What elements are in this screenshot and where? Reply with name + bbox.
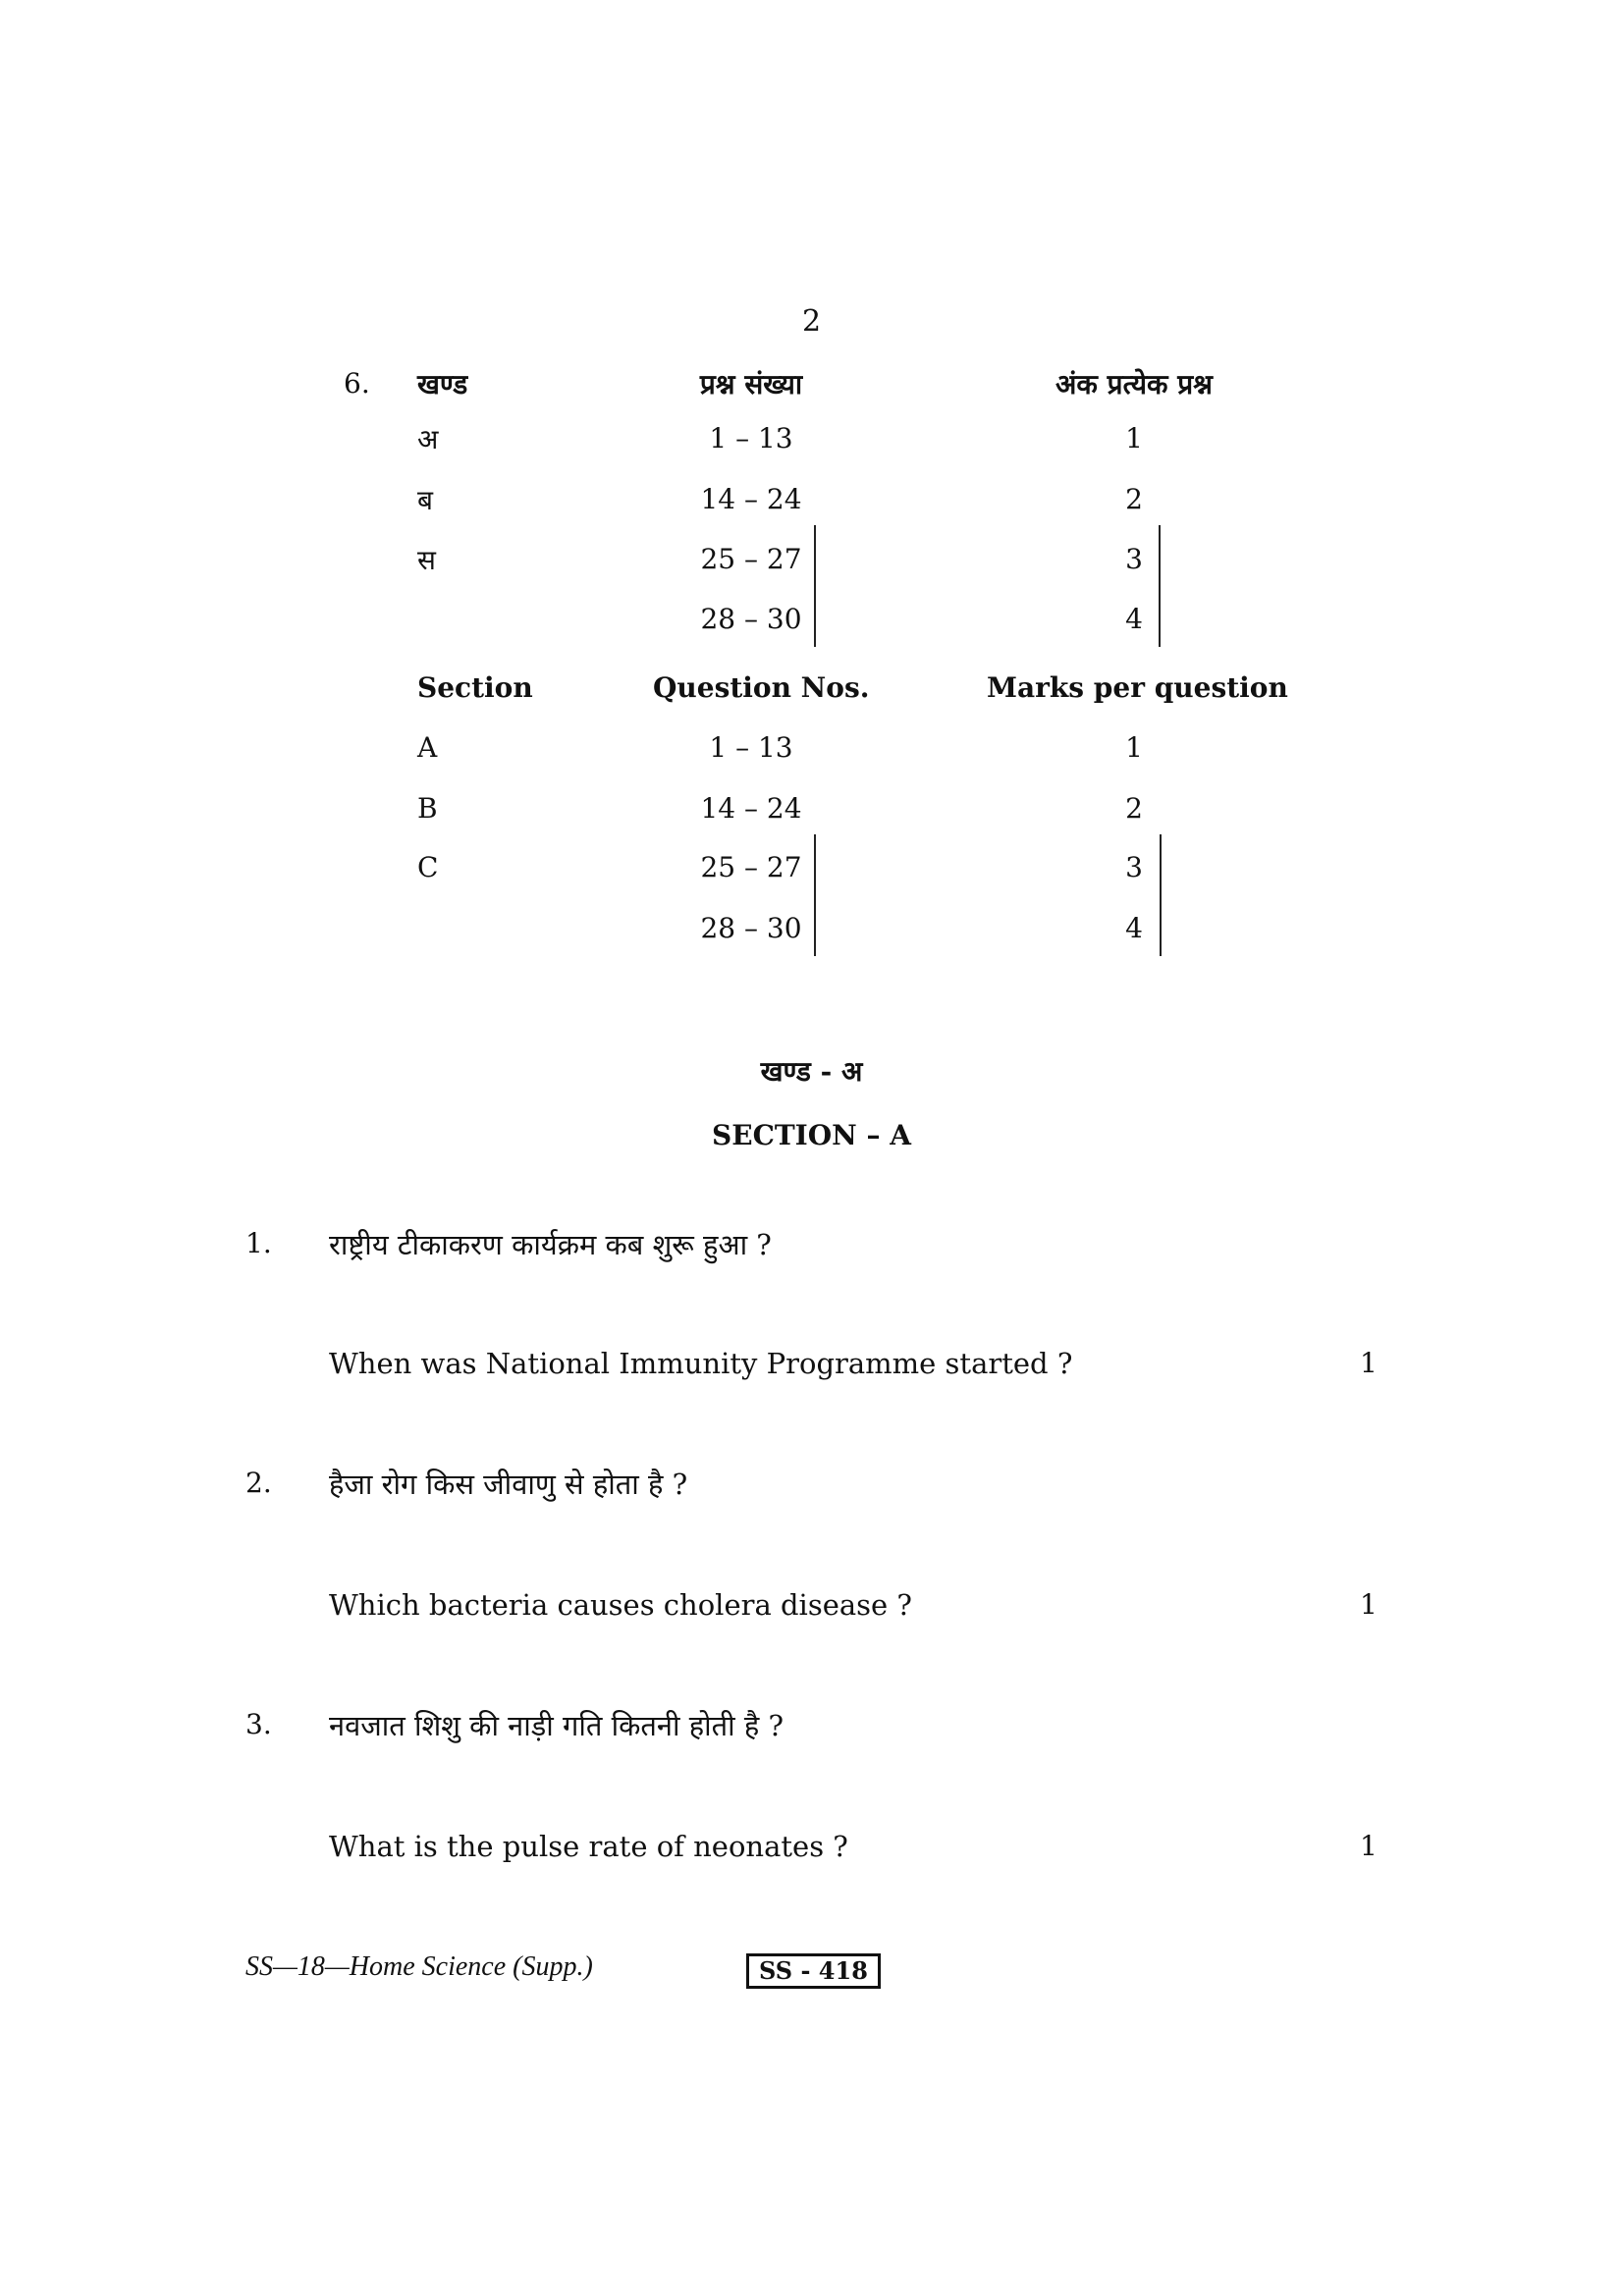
english-row-section: A <box>417 731 438 764</box>
hindi-row-marks: 2 <box>1125 483 1143 515</box>
hindi-header-questions: प्रश्न संख्या <box>699 368 803 400</box>
english-header-section: Section <box>417 671 533 704</box>
question-text-english: Which bacteria causes cholera disease ? <box>329 1588 912 1622</box>
question-text-english: When was National Immunity Programme started ? <box>329 1347 1073 1380</box>
hindi-row-section: स <box>417 544 436 576</box>
english-row-questions: 28 – 30 <box>700 912 802 944</box>
bracket-line <box>1159 525 1161 647</box>
section-heading-english: SECTION – A <box>712 1119 911 1151</box>
english-row-marks: 1 <box>1125 731 1143 764</box>
english-row-section: C <box>417 851 439 883</box>
english-row-questions: 14 – 24 <box>700 792 802 825</box>
question-text-hindi: हैजा रोग किस जीवाणु से होता है ? <box>329 1468 688 1501</box>
english-header-questions: Question Nos. <box>653 671 870 704</box>
hindi-row-section: ब <box>417 484 433 516</box>
hindi-row-marks: 4 <box>1125 603 1143 635</box>
english-row-marks: 3 <box>1125 851 1143 883</box>
question-number: 2. <box>245 1467 272 1499</box>
hindi-row-questions: 28 – 30 <box>700 603 802 635</box>
page-number: 2 <box>801 304 822 339</box>
bracket-line <box>814 834 816 956</box>
footer-paper-code: SS - 418 <box>746 1953 881 1989</box>
english-row-questions: 25 – 27 <box>700 851 802 883</box>
hindi-row-marks: 1 <box>1125 422 1143 454</box>
english-row-questions: 1 – 13 <box>709 731 793 764</box>
question-marks: 1 <box>1360 1347 1378 1379</box>
instruction-number: 6. <box>344 367 370 400</box>
english-row-marks: 4 <box>1125 912 1143 944</box>
footer-paper-title: SS—18—Home Science (Supp.) <box>245 1951 593 1982</box>
question-text-hindi: राष्ट्रीय टीकाकरण कार्यक्रम कब शुरू हुआ ? <box>329 1228 772 1261</box>
bracket-line <box>1160 834 1162 956</box>
hindi-header-section: खण्ड <box>417 368 468 400</box>
question-number: 3. <box>245 1708 272 1740</box>
section-heading-hindi: खण्ड - अ <box>760 1055 863 1088</box>
hindi-header-marks: अंक प्रत्येक प्रश्न <box>1055 368 1213 400</box>
english-header-marks: Marks per question <box>987 671 1288 704</box>
question-marks: 1 <box>1360 1830 1378 1862</box>
hindi-row-section: अ <box>417 423 439 455</box>
question-marks: 1 <box>1360 1588 1378 1621</box>
hindi-row-questions: 1 – 13 <box>709 422 793 454</box>
english-row-marks: 2 <box>1125 792 1143 825</box>
english-row-section: B <box>417 792 438 825</box>
question-text-english: What is the pulse rate of neonates ? <box>329 1830 848 1863</box>
hindi-row-marks: 3 <box>1125 543 1143 575</box>
question-number: 1. <box>245 1227 272 1259</box>
hindi-row-questions: 14 – 24 <box>700 483 802 515</box>
hindi-row-questions: 25 – 27 <box>700 543 802 575</box>
bracket-line <box>814 525 816 647</box>
question-text-hindi: नवजात शिशु की नाड़ी गति कितनी होती है ? <box>329 1709 784 1742</box>
